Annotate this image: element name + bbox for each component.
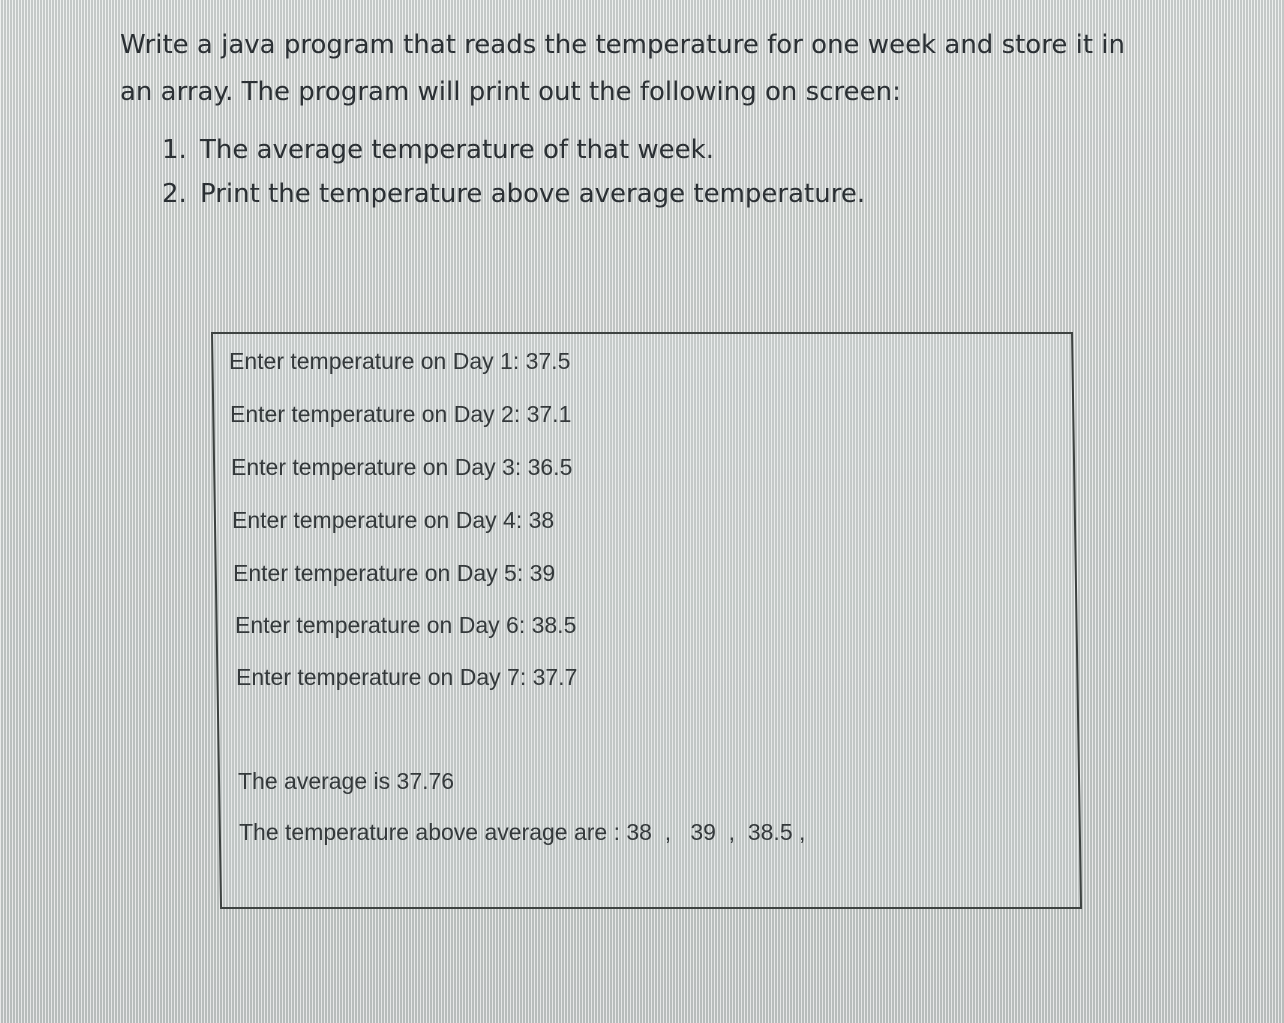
output-line-day-4: Enter temperature on Day 4: 38 xyxy=(232,507,555,533)
output-line-day-1: Enter temperature on Day 1: 37.5 xyxy=(229,348,571,374)
output-line-day-7: Enter temperature on Day 7: 37.7 xyxy=(236,664,578,690)
task-item-2 xyxy=(162,172,865,216)
output-line-day-6: Enter temperature on Day 6: 38.5 xyxy=(235,612,577,638)
problem-statement-line-2: an array. The program will print out the following on screen: xyxy=(120,77,901,107)
problem-statement xyxy=(120,22,1140,116)
task-number-1: 1. xyxy=(162,135,187,165)
problem-statement-line-1: Write a java program that reads the temperature for one week and store it in xyxy=(120,30,1125,60)
output-line-day-3: Enter temperature on Day 3: 36.5 xyxy=(231,454,573,480)
output-line-day-2: Enter temperature on Day 2: 37.1 xyxy=(230,401,572,427)
task-text-2: Print the temperature above average temperature. xyxy=(200,179,866,209)
task-item-1 xyxy=(162,128,865,172)
task-number-2: 2. xyxy=(162,179,187,209)
task-list xyxy=(162,128,865,216)
output-line-above-average: The temperature above average are : 38 , 39 , 38.5 , xyxy=(239,819,806,845)
output-line-average: The average is 37.76 xyxy=(238,768,455,794)
task-text-1: The average temperature of that week. xyxy=(200,135,714,165)
output-line-day-5: Enter temperature on Day 5: 39 xyxy=(233,560,556,586)
